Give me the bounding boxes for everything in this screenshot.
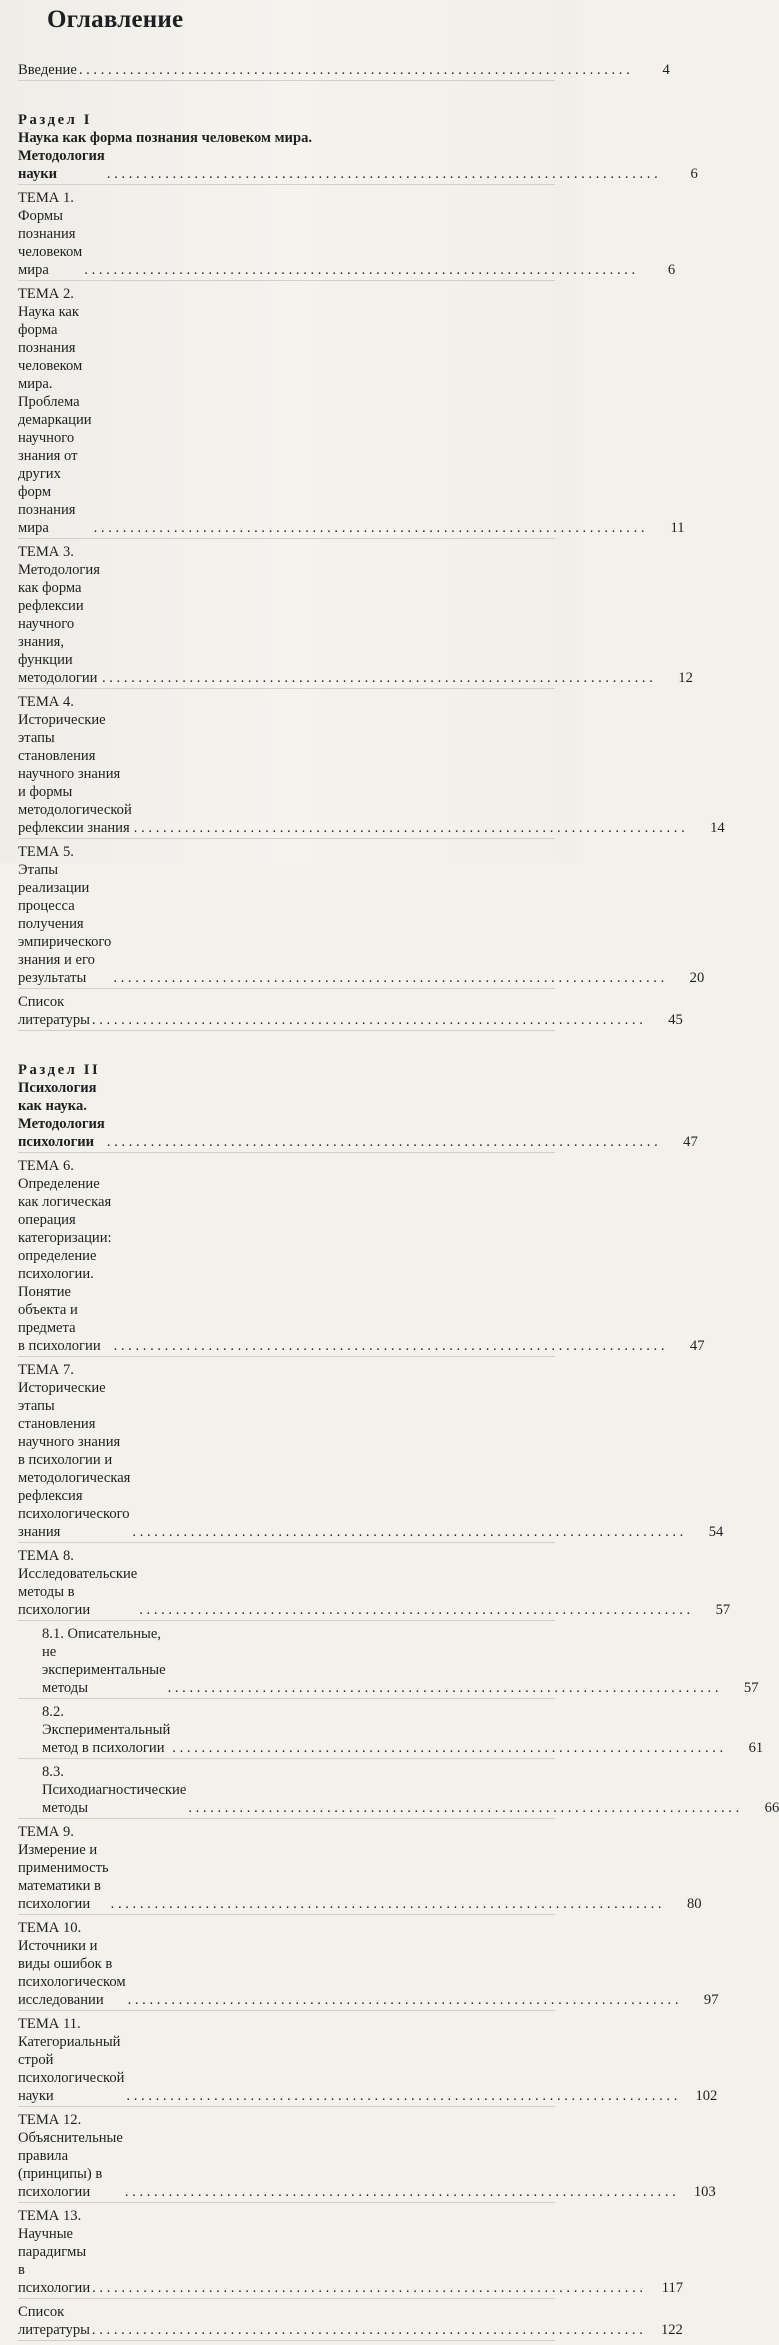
toc-entry[interactable]: [18, 843, 705, 989]
leader-dots: [92, 2321, 643, 2339]
toc-entry[interactable]: [18, 2303, 683, 2341]
toc-entry-label: [18, 2207, 90, 2297]
leader-dots: [126, 2087, 677, 2105]
leader-dots: [172, 1739, 723, 1757]
section-2-heading: Раздел II: [18, 1062, 101, 1078]
toc-entry-label: [18, 2303, 90, 2339]
toc-entry-line: ТЕМА 1. Формы познания человеком мира: [18, 190, 83, 278]
toc-entry-label: [18, 993, 90, 1029]
toc-entry-intro[interactable]: [18, 61, 670, 81]
toc-entry-line: ТЕМА 13. Научные парадигмы в психологии: [18, 2208, 91, 2296]
toc-entry[interactable]: [18, 1823, 702, 1915]
section-2-title: Психология как наука. Методология психологии: [18, 1080, 105, 1150]
toc-entry-label: [18, 1547, 137, 1619]
leader-dots: [92, 1011, 643, 1029]
toc-page-number: 61: [748, 1740, 764, 1756]
toc-page-number: 4: [662, 62, 670, 78]
toc-entry-label: [42, 1625, 166, 1697]
toc-page-number: 57: [743, 1680, 759, 1696]
toc-entry-line: 8.3. Психодиагностические методы: [42, 1764, 187, 1816]
leader-dots: [125, 2183, 676, 2201]
toc-entry-line: Список литературы: [18, 994, 90, 1028]
toc-page-number: 97: [703, 1992, 719, 2008]
toc-entry[interactable]: [18, 2111, 716, 2203]
leader-dots: [134, 819, 685, 837]
toc-page-number: 103: [693, 2184, 716, 2200]
toc-entry-line: ТЕМА 8. Исследовательские методы в психологии: [18, 1548, 138, 1618]
section-2-entries: [18, 1157, 779, 2341]
toc-entry[interactable]: [18, 1763, 779, 1819]
toc-page-number: 12: [678, 670, 693, 686]
toc-entry-line: ТЕМА 5. Этапы реализации процесса получения эмпирического: [18, 844, 112, 950]
leader-dots: [92, 2279, 643, 2297]
toc-entry-line: ТЕМА 4. Исторические этапы становления научного знания: [18, 694, 121, 782]
toc-entry-line: определение психологии. Понятие объекта и предмета: [18, 1248, 97, 1336]
toc-page-number: 20: [689, 970, 705, 986]
toc-entry-line: ТЕМА 11. Категориальный строй психологической науки: [18, 2016, 125, 2104]
leader-dots: [94, 519, 645, 537]
toc-entry[interactable]: [18, 1157, 705, 1357]
toc-entry[interactable]: [18, 1703, 764, 1759]
leader-dots: [79, 61, 630, 79]
toc-entry[interactable]: [18, 1547, 731, 1621]
toc-entry[interactable]: [18, 993, 683, 1031]
section-1-title-line2: Методология науки: [18, 148, 105, 182]
toc-page-number: 45: [668, 1012, 683, 1028]
leader-dots: [111, 1895, 662, 1913]
toc-page-number: 47: [689, 1338, 705, 1354]
leader-dots: [128, 1991, 679, 2009]
toc-page-number: 14: [710, 820, 725, 836]
toc-entry-line: демаркации научного знания от других форм познания мира: [18, 412, 92, 536]
leader-dots: [84, 261, 635, 279]
leader-dots: [132, 1523, 683, 1541]
toc-entry-line: знания: [18, 1524, 61, 1540]
toc-page-number: 6: [667, 262, 676, 278]
toc-page-number: 6: [690, 166, 698, 182]
leader-dots: [168, 1679, 719, 1697]
toc-entry-line: 8.2. Экспериментальный метод в психологии: [42, 1704, 171, 1756]
toc-entry-label: [18, 1361, 130, 1541]
toc-entry[interactable]: [18, 1919, 719, 2011]
leader-dots: [102, 669, 653, 687]
toc-entry-label: [18, 543, 100, 687]
toc-entry-label: [18, 843, 111, 987]
toc-entry[interactable]: [18, 189, 676, 281]
toc-entry-line: ТЕМА 7. Исторические этапы становления научного знания: [18, 1362, 121, 1450]
toc-entry-label: [18, 1157, 112, 1355]
toc-entry-section-2[interactable]: [18, 1079, 698, 1153]
toc-entry-label: [42, 1703, 170, 1757]
toc-page-number: 122: [660, 2322, 683, 2338]
toc-entry-label: [18, 2015, 124, 2105]
toc-entry-line: ТЕМА 9. Измерение и применимость математики в психологии: [18, 1824, 109, 1912]
toc-entry[interactable]: [18, 1361, 724, 1543]
toc-page-number: 102: [695, 2088, 718, 2104]
toc-page-number: 80: [686, 1896, 702, 1912]
toc-entry-label: [18, 693, 132, 837]
toc-entry-label: [18, 189, 82, 279]
toc-page-number: 11: [670, 520, 685, 536]
toc-entry-line: знания и его результаты: [18, 952, 95, 986]
leader-dots: [107, 165, 658, 183]
toc-page-number: 54: [708, 1524, 724, 1540]
toc-page-number: 57: [715, 1602, 731, 1618]
toc-entry-line: ТЕМА 6. Определение как логическая операция категоризации:: [18, 1158, 112, 1246]
toc-page-number: 47: [683, 1134, 698, 1150]
section-1-title-line1: Наука как форма познания человеком мира.: [18, 130, 313, 146]
toc-entry-label: [42, 1763, 186, 1817]
toc-entry-line: и формы методологической рефлексии знания: [18, 784, 132, 836]
toc-entry-line: 8.1. Описательные, не экспериментальные методы: [42, 1626, 166, 1696]
toc-entry-line: ТЕМА 10. Источники и виды ошибок в психологическом: [18, 1920, 126, 1990]
table-of-contents: [18, 61, 779, 2345]
leader-dots: [139, 1601, 690, 1619]
page-title: Оглавление: [47, 6, 184, 33]
toc-entry[interactable]: [18, 543, 693, 689]
toc-entry[interactable]: [18, 2207, 684, 2299]
toc-entry-line: Список литературы: [18, 2304, 90, 2338]
leader-dots: [107, 1133, 658, 1151]
toc-entry-line: в психологии и методологическая рефлексия психологического: [18, 1452, 131, 1522]
leader-dots: [188, 1799, 739, 1817]
toc-entry[interactable]: [18, 693, 725, 839]
leader-dots: [113, 969, 664, 987]
section-1-heading: Раздел I: [18, 112, 92, 128]
toc-entry[interactable]: [18, 285, 685, 539]
toc-entry-label: [18, 2111, 123, 2201]
leader-dots: [114, 1337, 665, 1355]
toc-entry[interactable]: [18, 2015, 718, 2107]
toc-entry-section-1[interactable]: [18, 147, 698, 185]
toc-entry-label: [18, 1823, 109, 1913]
toc-entry-label: Введение: [18, 62, 77, 78]
toc-page-number: 66: [764, 1800, 779, 1816]
toc-entry-label: [18, 285, 92, 537]
toc-entry[interactable]: [18, 1625, 759, 1699]
section-1-entries: [18, 189, 725, 1031]
toc-page-number: 117: [661, 2280, 684, 2296]
toc-entry-line: ТЕМА 12. Объяснительные правила (принципы) в психологии: [18, 2112, 123, 2200]
toc-entry-line: ТЕМА 3. Методология как форма рефлексии научного знания,: [18, 544, 100, 650]
toc-entry-line: в психологии: [18, 1338, 101, 1354]
toc-entry-line: ТЕМА 2. Наука как форма познания человеком мира. Проблема: [18, 286, 83, 410]
toc-entry-label: [18, 1919, 126, 2009]
toc-entry-line: исследовании: [18, 1992, 104, 2008]
toc-entry-line: функции методологии: [18, 652, 98, 686]
